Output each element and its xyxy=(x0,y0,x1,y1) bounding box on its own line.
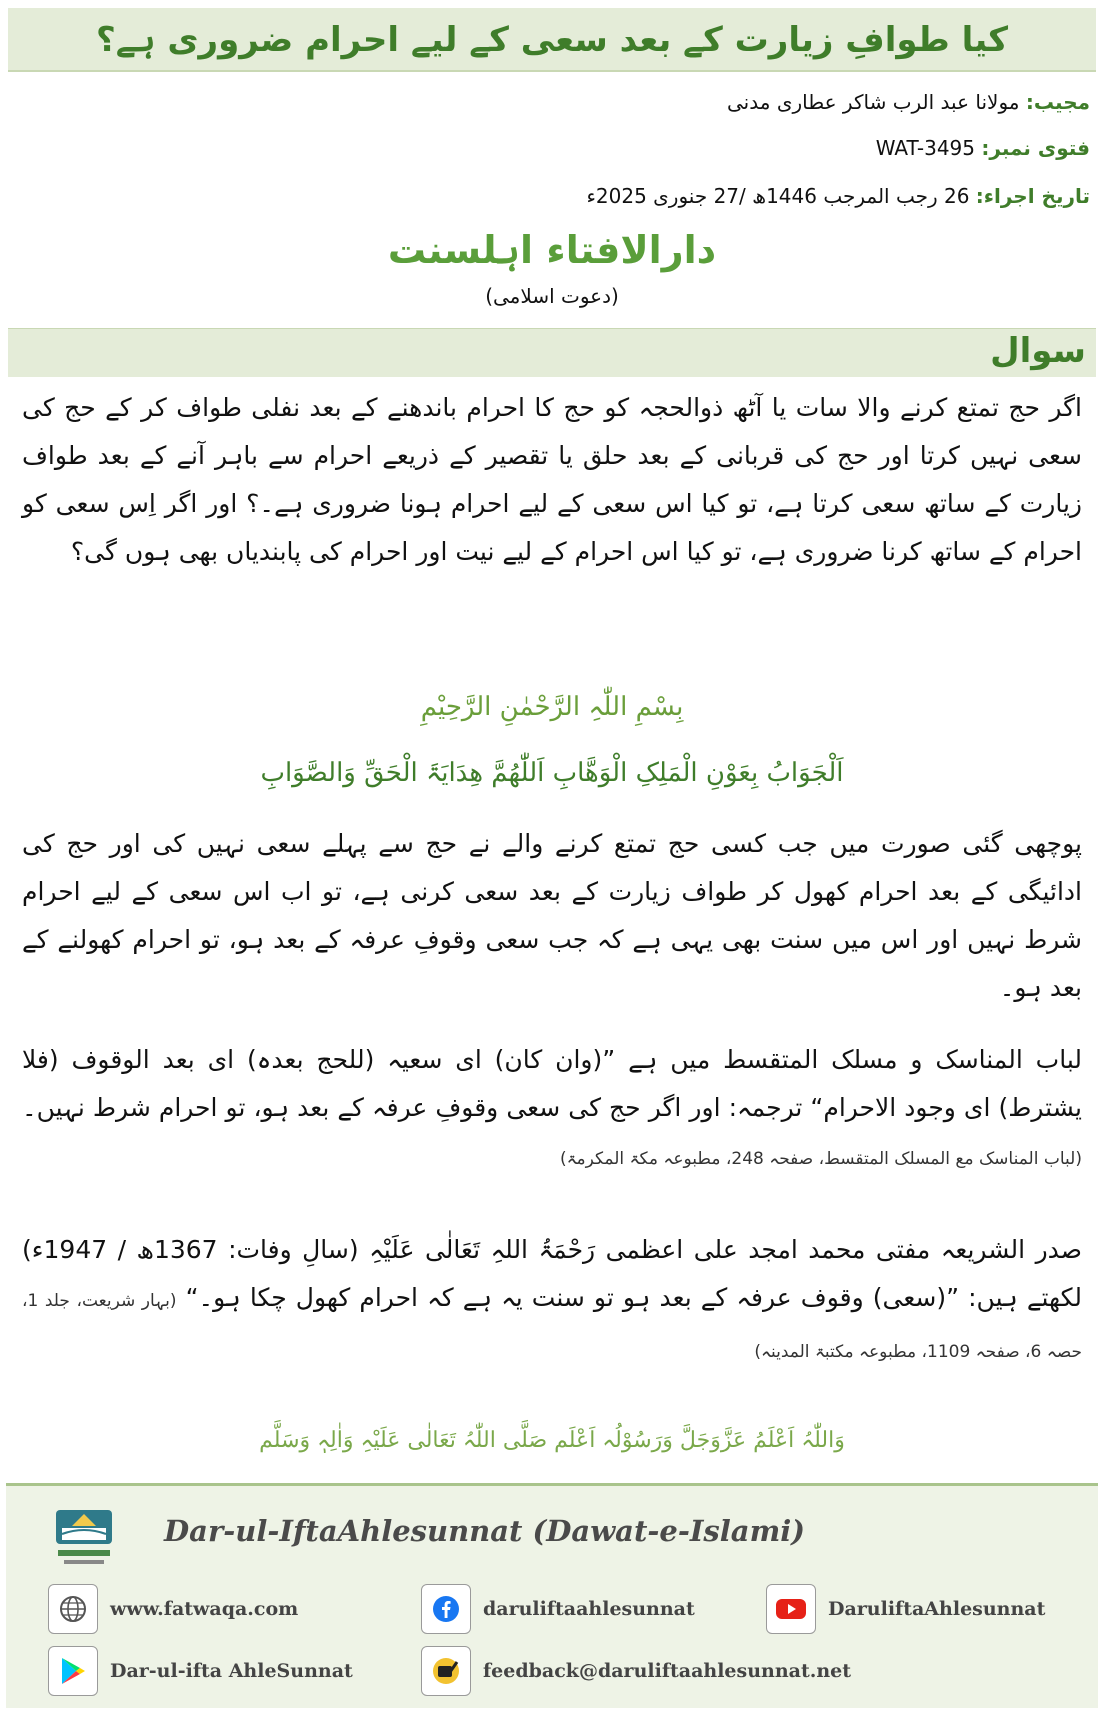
footer xyxy=(6,1483,1098,1708)
facebook-label: daruliftaahlesunnat xyxy=(483,1598,695,1620)
answer-paragraph-1: پوچھی گئی صورت میں جب کسی حج تمتع کرنے والے نے حج سے پہلے سعی نہیں کی اور حج کی ادائیگی کے بعد احرام کھول کر طواف زیارت کے بعد سعی کرنی ہے، تو اب اس سعی کے لیے احرام شرط نہیں اور اس میں سنت بھی یہی ہے کہ جب سعی وقوفِ عرفہ کے بعد ہو، تو احرام کھولنے کے بعد ہو۔ xyxy=(22,829,1082,1002)
playstore-label: Dar-ul-ifta AhleSunnat xyxy=(110,1660,353,1682)
youtube-icon xyxy=(766,1584,816,1634)
fatwa-number-row xyxy=(10,136,1090,160)
feedback-icon xyxy=(421,1646,471,1696)
fatwa-number-value: WAT-3495 xyxy=(875,136,976,160)
website-label: www.fatwaqa.com xyxy=(110,1598,299,1620)
fatwa-number-label: فتوی نمبر: xyxy=(981,136,1090,160)
issue-date-value: 26 رجب المرجب 1446ھ /27 جنوری 2025ء xyxy=(586,184,970,208)
darulifta-logo-icon xyxy=(48,1504,120,1576)
mujeeb-value: مولانا عبد الرب شاکر عطاری مدنی xyxy=(727,90,1020,114)
globe-icon xyxy=(48,1584,98,1634)
answer-paragraph-3 xyxy=(22,1226,1082,1376)
issue-date-row xyxy=(10,184,1090,208)
playstore-icon xyxy=(48,1646,98,1696)
question-heading-bar xyxy=(8,328,1096,377)
mujeeb-row xyxy=(10,90,1090,114)
closing-dua: وَاللّٰہُ اَعْلَمُ عَزَّوَجَلَّ وَرَسُوْلُہ اَعْلَم صَلَّی اللّٰہُ تَعَالٰی عَلَیْہِ وَاٰلِہٖ وَسَلَّم xyxy=(259,1428,845,1453)
page-title: کیا طوافِ زیارت کے بعد سعی کے لیے احرام ضروری ہے؟ xyxy=(95,19,1009,60)
lubab-quote: لباب المناسک و مسلک المتقسط میں ہے ”(وان کان) ای سعیہ (للحج بعدہ) ای بعد الوقوف (فلا یشترط) ای وجود الاحرام“ ترجمہ: اور اگر حج کی سعی وقوفِ عرفہ کے بعد ہو، تو احرام شرط نہیں۔ xyxy=(22,1045,1082,1122)
footer-brand: Dar-ul-IftaAhlesunnat (Dawat-e-Islami) xyxy=(164,1514,805,1548)
bismillah: بِسْمِ اللّٰہِ الرَّحْمٰنِ الرَّحِیْمِ xyxy=(420,692,684,722)
lubab-reference: (لباب المناسک مع المسلک المتقسط، صفحہ 248، مطبوعہ مکۃ المکرمۃ) xyxy=(559,1149,1082,1169)
bahar-quote: صدر الشریعہ مفتی محمد امجد علی اعظمی رَحْمَۃُ اللہِ تَعَالٰی عَلَیْہِ (سالِ وفات: 1367ھ / 1947ء) لکھتے ہیں: ”(سعی) وقوف عرفہ کے بعد ہو تو سنت یہ ہے کہ احرام کھول چکا ہو۔“ xyxy=(22,1235,1083,1312)
mujeeb-label: مجیب: xyxy=(1025,90,1090,114)
playstore-link[interactable] xyxy=(48,1646,353,1696)
title-bar xyxy=(8,8,1096,72)
answer-opening: اَلْجَوَابُ بِعَوْنِ الْمَلِکِ الْوَھَّابِ اَللّٰھُمَّ ھِدَایَۃَ الْحَقِّ وَالصَّوَابِ xyxy=(260,758,844,788)
answer-paragraph-2 xyxy=(22,1036,1082,1183)
question-text: اگر حج تمتع کرنے والا سات یا آٹھ ذوالحجہ کو حج کا احرام باندھنے کے بعد نفلی طواف کر کے حج کی سعی نہیں کرتا اور حج کی قربانی کے بعد حلق یا تقصیر کے ذریعے احرام سے باہر آنے کے بعد طواف زیارت کے ساتھ سعی کرتا ہے، تو کیا اس سعی کے لیے احرام ہونا ضروری ہے۔؟ اور اگر اِس سعی کو احرام کے ساتھ کرنا ضروری ہے، تو کیا اس احرام کے لیے نیت اور احرام کی پابندیاں بھی ہوں گی؟ xyxy=(22,393,1082,566)
youtube-label: DaruliftaAhlesunnat xyxy=(828,1598,1046,1620)
issue-date-label: تاریخ اجراء: xyxy=(975,184,1090,208)
facebook-icon xyxy=(421,1584,471,1634)
youtube-link[interactable] xyxy=(766,1584,1045,1634)
bahar-reference: (بہار شریعت، جلد 1، حصہ 6، صفحہ 1109، مطبوعہ مکتبۃ المدینہ) xyxy=(22,1291,1082,1362)
facebook-link[interactable] xyxy=(421,1584,695,1634)
email-link[interactable] xyxy=(421,1646,851,1696)
institution-name: دارالافتاء اہلسنت xyxy=(387,228,717,272)
email-label: feedback@daruliftaahlesunnat.net xyxy=(483,1660,852,1682)
question-heading: سوال xyxy=(990,331,1086,371)
institution-subtitle: (دعوت اسلامی) xyxy=(485,284,619,308)
website-link[interactable] xyxy=(48,1584,298,1634)
